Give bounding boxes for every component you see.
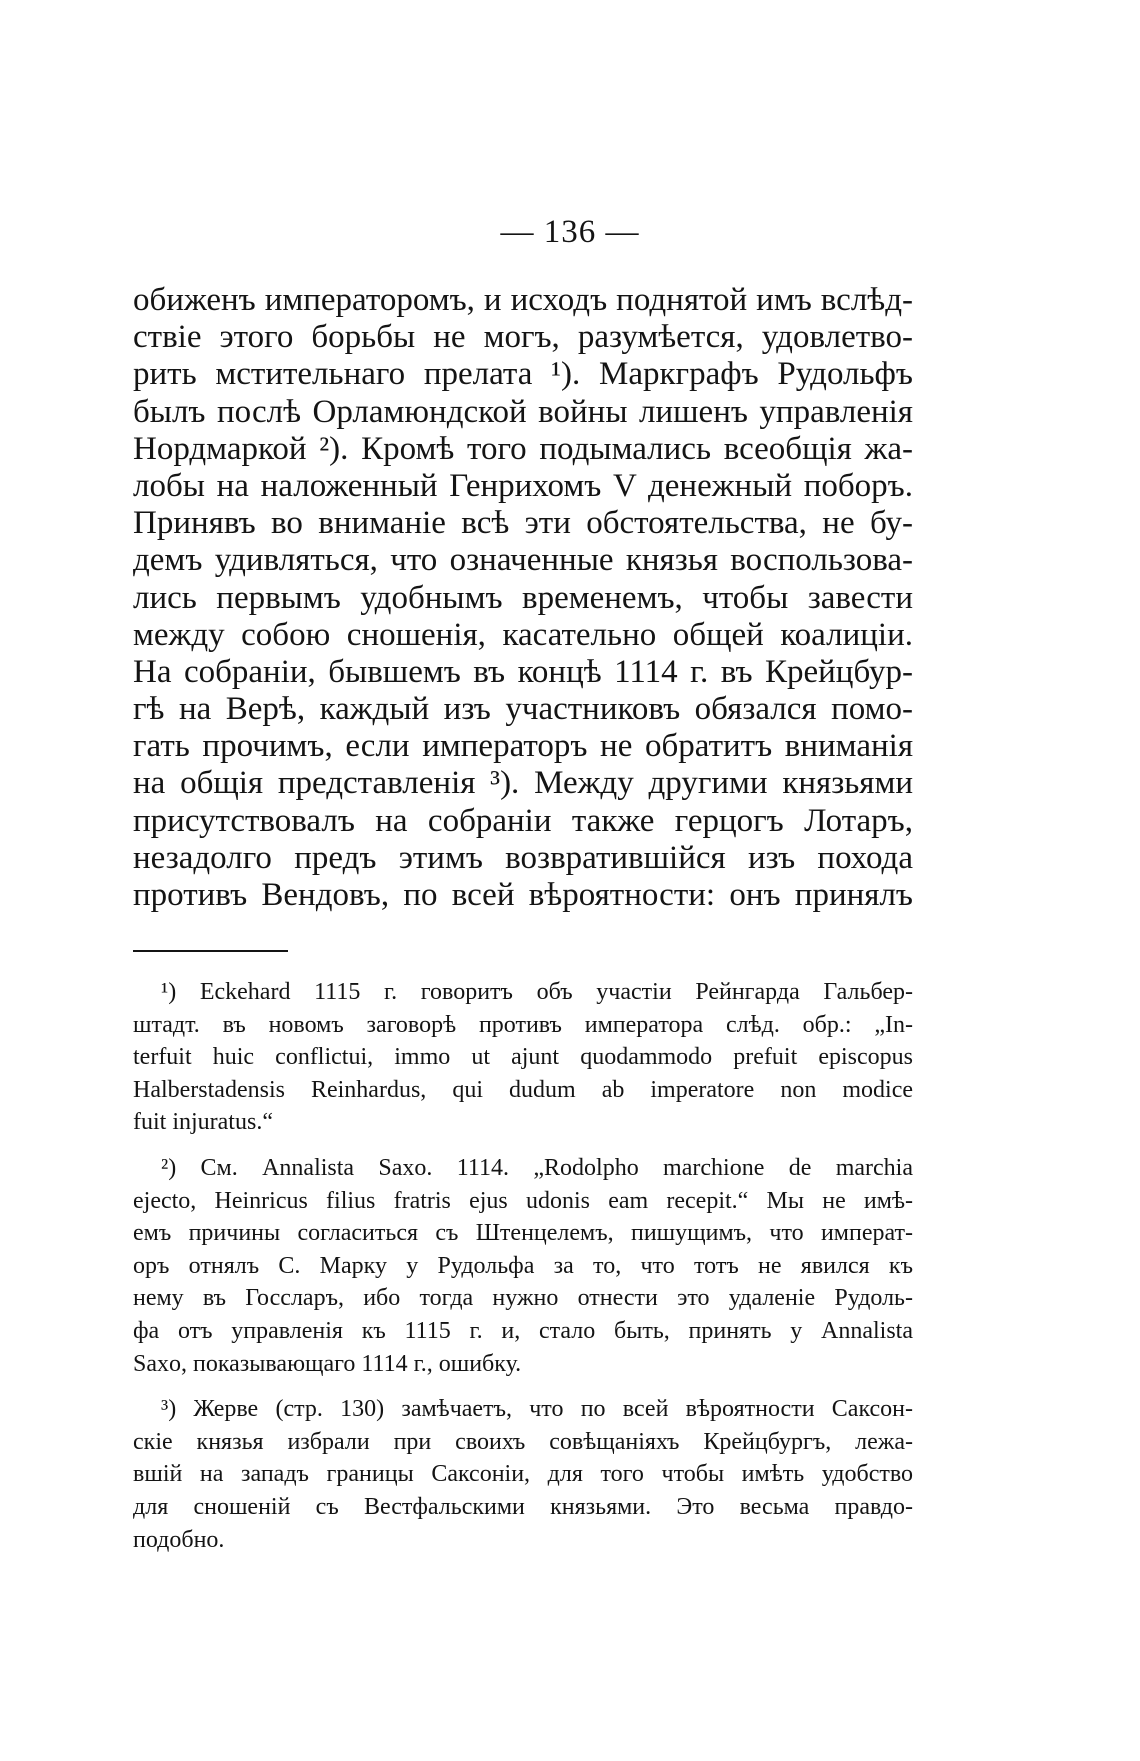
footnote-line: terfuit huic conflictui, immo ut ajunt quodammodo prefuit episcopus [133, 1044, 913, 1071]
text-line: лись первымъ удобнымъ временемъ, чтобы завести [133, 579, 913, 616]
text-line: между собою сношенія, касательно общей коалиціи. [133, 616, 913, 653]
text-line: былъ послѣ Орламюндской войны лишенъ управленія [133, 393, 913, 430]
main-text [133, 282, 913, 914]
footnote-separator [133, 950, 288, 952]
text-line: демъ удивляться, что означенные князья воспользова- [133, 542, 913, 579]
footnote-line: подобно. [133, 1526, 225, 1553]
footnote-1 [133, 976, 913, 1139]
footnote-line: емъ причины согласиться съ Штенцелемъ, пишущимъ, что императ- [133, 1220, 913, 1247]
footnote-line: фа отъ управленія къ 1115 г. и, стало быть, принять у Annalista [133, 1317, 913, 1344]
footnote-line: ²) См. Annalista Saxo. 1114. „Rodolpho marchione de marchia [161, 1154, 913, 1181]
footnote-line: штадт. въ новомъ заговорѣ противъ императора слѣд. обр.: „In- [133, 1011, 913, 1038]
text-line: присутствовалъ на собраніи также герцогъ Лотаръ, [133, 802, 913, 839]
footnote-line: Halberstadensis Reinhardus, qui dudum ab imperatore non modice [133, 1076, 913, 1103]
footnote-line: нему въ Госсларъ, ибо тогда нужно отнести это удаленіе Рудоль- [133, 1285, 913, 1312]
footnote-line: ejecto, Heinricus filius fratris ejus udonis eam recepit.“ Мы не имѣ- [133, 1187, 913, 1214]
text-line: Принявъ во вниманіе всѣ эти обстоятельства, не бу- [133, 505, 913, 542]
footnotes [133, 976, 913, 1556]
footnote-line: для сношеній съ Вестфальскими князьями. Это весьма правдо- [133, 1493, 913, 1520]
text-line: ствіе этого борьбы не могъ, разумѣется, удовлетво- [133, 319, 913, 356]
text-line: Нордмаркой ²). Кромѣ того подымались всеобщія жа- [133, 430, 913, 467]
page-number: — 136 — [500, 214, 640, 250]
footnote-line: скіе князья избрали при своихъ совѣщаніяхъ Крейцбургъ, лежа- [133, 1428, 913, 1455]
footnote-3 [133, 1393, 913, 1556]
footnote-line: ¹) Eckehard 1115 г. говоритъ объ участіи Рейнгарда Гальбер- [161, 979, 913, 1005]
text-line: противъ Вендовъ, по всей вѣроятности: онъ принялъ [133, 877, 913, 913]
footnote-gap [133, 1139, 913, 1152]
text-line: гѣ на Верѣ, каждый изъ участниковъ обязался помо- [133, 691, 913, 728]
footnote-line: Saxo, показывающаго 1114 г., ошибку. [133, 1350, 522, 1377]
footnote-2 [133, 1152, 913, 1380]
text-line: гать прочимъ, если императоръ не обратитъ вниманія [133, 728, 913, 765]
text-line: на общія представленія ³). Между другими князьями [133, 765, 913, 802]
text-line: обиженъ императоромъ, и исходъ поднятой имъ вслѣд- [133, 282, 913, 318]
footnote-line: fuit injuratus.“ [133, 1109, 273, 1136]
text-line: рить мстительнаго прелата ¹). Маркграфъ Рудольфъ [133, 356, 913, 393]
footnote-gap [133, 1380, 913, 1393]
footnote-line: ³) Жерве (стр. 130) замѣчаетъ, что по всей вѣроятности Саксон- [161, 1396, 913, 1423]
text-line: На собраніи, бывшемъ въ концѣ 1114 г. въ Крейцбур- [133, 653, 913, 690]
footnote-line: оръ отнялъ С. Марку у Рудольфа за то, что тотъ не явился къ [133, 1252, 913, 1279]
footnote-line: вшій на западъ границы Саксоніи, для того чтобы имѣть удобство [133, 1461, 913, 1488]
text-line: незадолго предъ этимъ возвратившійся изъ похода [133, 839, 913, 876]
text-line: лобы на наложенный Генрихомъ V денежный поборъ. [133, 467, 913, 504]
